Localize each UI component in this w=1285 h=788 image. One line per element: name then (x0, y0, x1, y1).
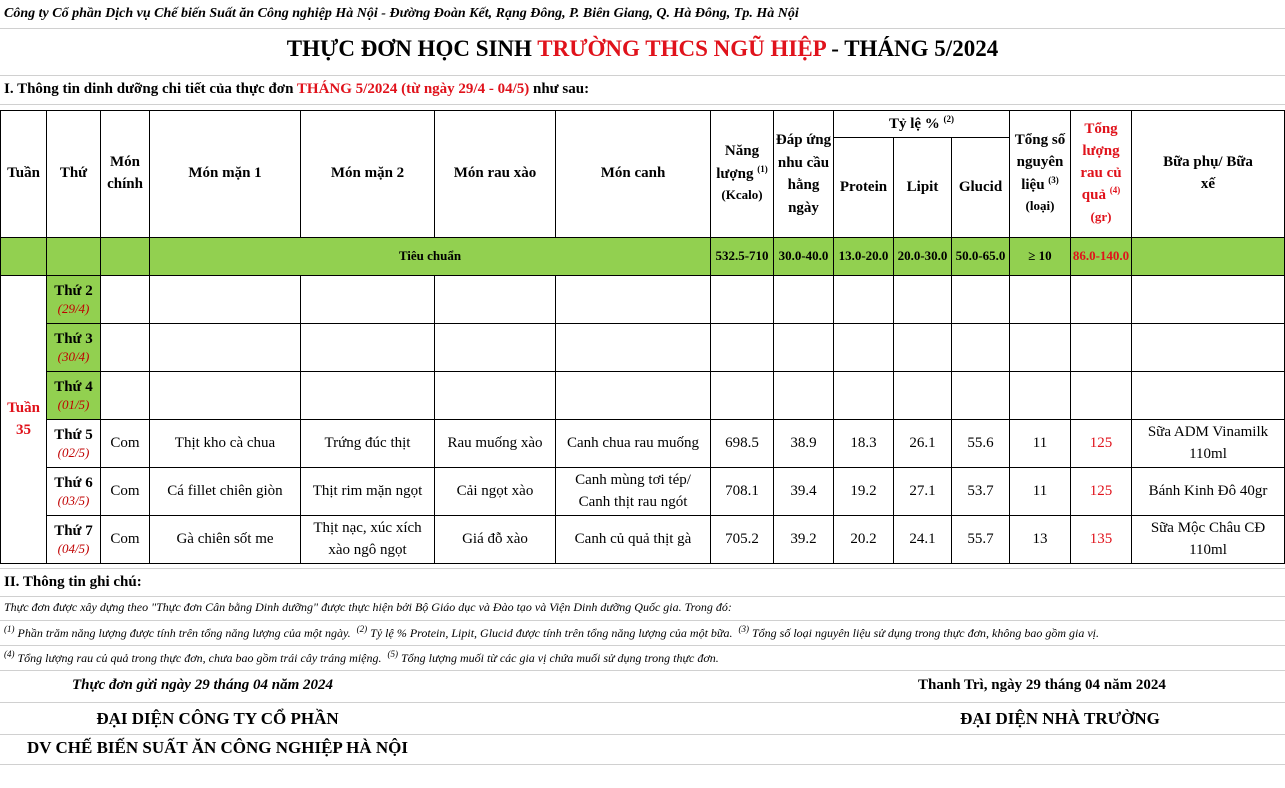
lipit-cell (894, 372, 952, 420)
company-rep-line-1: ĐẠI DIỆN CÔNG TY CỔ PHẦN (96, 709, 339, 728)
table-row (1, 516, 1285, 564)
mon-chinh-cell: Com (101, 468, 150, 516)
day-date: (04/5) (57, 541, 90, 557)
table-row (1, 324, 1285, 372)
nang-luong-cell: 698.5 (711, 420, 774, 468)
footnote-mark: (2) (356, 624, 368, 634)
standard-cell (1132, 238, 1285, 276)
mon-man-1-cell: Gà chiên sốt me (150, 516, 301, 564)
canh-cell: Canh mùng tơi tép/ Canh thịt rau ngót (556, 468, 711, 516)
mon-chinh-cell (101, 276, 150, 324)
company-rep-line-2: DV CHẾ BIẾN SUẤT ĂN CÔNG NGHIỆP HÀ NỘI (27, 738, 408, 757)
day-name: Thứ 4 (54, 379, 93, 396)
sheet-gridline (0, 670, 1285, 671)
day-name: Thứ 6 (54, 475, 93, 492)
mon-man-1-cell (150, 276, 301, 324)
nguyen-lieu-cell: 11 (1010, 468, 1071, 516)
lipit-cell: 24.1 (894, 516, 952, 564)
rau-xao-cell: Rau muống xào (435, 420, 556, 468)
footnote-mark: (4) (4, 649, 15, 659)
standard-nguyen-lieu: ≥ 10 (1010, 238, 1071, 276)
nguyen-lieu-cell (1010, 372, 1071, 420)
canh-cell: Canh chua rau muống (556, 420, 711, 468)
dap-ung-cell: 39.2 (774, 516, 834, 564)
standard-label: Tiêu chuẩn (150, 238, 711, 276)
sheet-gridline (0, 645, 1285, 646)
mon-man-2-cell (301, 324, 435, 372)
nguyen-lieu-cell: 11 (1010, 420, 1071, 468)
note-line-2 (4, 649, 719, 666)
glucid-cell: 55.7 (952, 516, 1010, 564)
header-ty-le-label: Tỷ lệ % (888, 115, 940, 132)
standard-row (1, 238, 1285, 276)
menu-table (0, 110, 1285, 564)
sheet-gridline (0, 28, 1285, 29)
note-5: Tổng lượng muối từ các gia vị chứa muối sử dụng trong thực đơn. (397, 651, 719, 665)
standard-cell (101, 238, 150, 276)
protein-cell (834, 324, 894, 372)
header-mon-chinh: Món chính (101, 111, 150, 238)
nang-luong-cell: 705.2 (711, 516, 774, 564)
header-glucid: Glucid (952, 138, 1010, 238)
mon-chinh-cell (101, 372, 150, 420)
header-thu: Thứ (47, 111, 101, 238)
protein-cell (834, 276, 894, 324)
note-line-1 (4, 624, 1099, 641)
bua-phu-cell: Bánh Kinh Đô 40gr (1132, 468, 1285, 516)
sheet-gridline (0, 568, 1285, 569)
sheet-gridline (0, 702, 1285, 703)
rau-xao-cell (435, 372, 556, 420)
nang-luong-cell (711, 324, 774, 372)
mon-chinh-cell: Com (101, 516, 150, 564)
note-intro: Thực đơn được xây dựng theo "Thực đơn Cân bằng Dinh dưỡng" được thực hiện bởi Bộ Giáo dục và Đào tạo và Viện Dinh dưỡng Quốc gia. Trong đó: (4, 600, 732, 614)
header-mon-man-1: Món mặn 1 (150, 111, 301, 238)
page-title (0, 36, 1285, 62)
header-tong-nguyen-lieu-label: Tổng số nguyên liệu (1014, 132, 1066, 193)
nang-luong-cell (711, 372, 774, 420)
bua-phu-cell (1132, 324, 1285, 372)
footnote-mark: (2) (943, 113, 955, 124)
canh-cell (556, 324, 711, 372)
title-part: - THÁNG 5/2024 (825, 36, 999, 61)
mon-man-2-cell: Thịt nạc, xúc xích xào ngô ngọt (301, 516, 435, 564)
footnote-mark: (1) (757, 163, 768, 174)
place-date: Thanh Trì, ngày 29 tháng 04 năm 2024 (918, 677, 1166, 693)
mon-chinh-cell (101, 324, 150, 372)
header-dap-ung: Đáp ứng nhu cầu hằng ngày (774, 111, 834, 238)
header-ty-le (834, 111, 1010, 138)
table-row (1, 468, 1285, 516)
mon-man-1-cell: Cá fillet chiên giòn (150, 468, 301, 516)
rau-cell: 135 (1071, 516, 1132, 564)
footnote-mark: (1) (4, 624, 15, 634)
header-row (1, 111, 1285, 138)
header-bua-phu: Bữa phụ/ Bữa xế (1132, 111, 1285, 238)
rau-cell (1071, 324, 1132, 372)
canh-cell (556, 372, 711, 420)
header-lipit: Lipit (894, 138, 952, 238)
protein-cell: 20.2 (834, 516, 894, 564)
day-cell (47, 276, 101, 324)
standard-lipit: 20.0-30.0 (894, 238, 952, 276)
dap-ung-cell (774, 372, 834, 420)
mon-chinh-cell: Com (101, 420, 150, 468)
sheet-gridline (0, 104, 1285, 105)
nang-luong-cell (711, 276, 774, 324)
day-cell (47, 516, 101, 564)
mon-man-1-cell (150, 324, 301, 372)
standard-glucid: 50.0-65.0 (952, 238, 1010, 276)
rau-cell (1071, 372, 1132, 420)
rau-xao-cell (435, 324, 556, 372)
section-2-heading: II. Thông tin ghi chú: (4, 574, 142, 590)
rau-xao-cell: Cải ngọt xào (435, 468, 556, 516)
section-1-period: THÁNG 5/2024 (từ ngày 29/4 - 04/5) (296, 81, 530, 97)
header-tong-nguyen-lieu-unit: (loại) (1025, 198, 1055, 214)
day-date: (01/5) (57, 397, 90, 413)
canh-cell: Canh củ quả thịt gà (556, 516, 711, 564)
rau-cell (1071, 276, 1132, 324)
bua-phu-cell: Sữa ADM Vinamilk 110ml (1132, 420, 1285, 468)
sheet-gridline (0, 596, 1285, 597)
day-name: Thứ 3 (54, 331, 93, 348)
mon-man-2-cell: Thịt rim mặn ngọt (301, 468, 435, 516)
header-nang-luong-unit: (Kcalo) (721, 187, 763, 203)
title-part: THỰC ĐƠN HỌC SINH (286, 36, 538, 61)
section-1-heading (4, 81, 589, 98)
header-nang-luong-label: Năng lượng (716, 142, 760, 182)
sent-date: Thực đơn gửi ngày 29 tháng 04 năm 2024 (72, 677, 334, 693)
day-cell (47, 324, 101, 372)
bua-phu-cell (1132, 372, 1285, 420)
rau-cell: 125 (1071, 468, 1132, 516)
section-1-text: I. Thông tin dinh dưỡng chi tiết của thực đơn (4, 81, 297, 97)
header-tong-rau-unit: (gr) (1090, 209, 1112, 225)
mon-man-2-cell (301, 276, 435, 324)
header-mon-rau-xao: Món rau xào (435, 111, 556, 238)
mon-man-1-cell: Thịt kho cà chua (150, 420, 301, 468)
header-mon-canh: Món canh (556, 111, 711, 238)
canh-cell (556, 276, 711, 324)
rau-xao-cell (435, 276, 556, 324)
day-cell (47, 468, 101, 516)
sheet-gridline (0, 764, 1285, 765)
nguyen-lieu-cell (1010, 324, 1071, 372)
nguyen-lieu-cell: 13 (1010, 516, 1071, 564)
day-cell (47, 372, 101, 420)
header-mon-man-2: Món mặn 2 (301, 111, 435, 238)
school-name: TRƯỜNG THCS NGŨ HIỆP (537, 36, 826, 61)
lipit-cell: 27.1 (894, 468, 952, 516)
day-name: Thứ 5 (54, 427, 93, 444)
table-row (1, 276, 1285, 324)
bua-phu-cell: Sữa Mộc Châu CĐ 110ml (1132, 516, 1285, 564)
dap-ung-cell: 39.4 (774, 468, 834, 516)
standard-nang-luong: 532.5-710 (711, 238, 774, 276)
glucid-cell: 53.7 (952, 468, 1010, 516)
mon-man-2-cell: Trứng đúc thịt (301, 420, 435, 468)
note-1: Phần trăm năng lượng được tính trên tổng năng lượng của một ngày. (14, 626, 351, 640)
footnote-mark: (4) (1109, 185, 1121, 196)
nang-luong-cell: 708.1 (711, 468, 774, 516)
sheet-gridline (0, 734, 1285, 735)
dap-ung-cell (774, 276, 834, 324)
day-date: (30/4) (57, 349, 90, 365)
footnote-mark: (3) (1048, 174, 1059, 185)
sheet-gridline (0, 620, 1285, 621)
protein-cell: 18.3 (834, 420, 894, 468)
section-1-text: như sau: (529, 81, 590, 97)
company-header: Công ty Cổ phần Dịch vụ Chế biến Suất ăn Công nghiệp Hà Nội - Đường Đoàn Kết, Rạng Đông, P. Biên Giang, Q. Hà Đông, Tp. Hà Nội (4, 6, 799, 21)
day-name: Thứ 7 (54, 523, 93, 540)
dap-ung-cell (774, 324, 834, 372)
note-4: Tổng lượng rau củ quả trong thực đơn, chưa bao gồm trái cây tráng miệng. (14, 651, 382, 665)
day-name: Thứ 2 (54, 283, 93, 300)
standard-dap-ung: 30.0-40.0 (774, 238, 834, 276)
day-cell (47, 420, 101, 468)
glucid-cell (952, 324, 1010, 372)
lipit-cell (894, 276, 952, 324)
sheet-gridline (0, 75, 1285, 76)
table-row (1, 420, 1285, 468)
glucid-cell: 55.6 (952, 420, 1010, 468)
bua-phu-cell (1132, 276, 1285, 324)
footnote-mark: (5) (387, 649, 398, 659)
rau-xao-cell: Giá đỗ xào (435, 516, 556, 564)
note-3: Tổng số loại nguyên liệu sử dụng trong thực đơn, không bao gồm gia vị. (748, 626, 1100, 640)
standard-protein: 13.0-20.0 (834, 238, 894, 276)
day-date: (03/5) (57, 493, 90, 509)
school-rep: ĐẠI DIỆN NHÀ TRƯỜNG (960, 709, 1160, 728)
standard-cell (47, 238, 101, 276)
lipit-cell: 26.1 (894, 420, 952, 468)
header-tong-nguyen-lieu (1010, 111, 1071, 238)
rau-cell: 125 (1071, 420, 1132, 468)
header-nang-luong (711, 111, 774, 238)
header-tong-rau (1071, 111, 1132, 238)
protein-cell: 19.2 (834, 468, 894, 516)
standard-rau: 86.0-140.0 (1071, 238, 1132, 276)
standard-cell (1, 238, 47, 276)
dap-ung-cell: 38.9 (774, 420, 834, 468)
mon-man-1-cell (150, 372, 301, 420)
mon-man-2-cell (301, 372, 435, 420)
day-date: (02/5) (57, 445, 90, 461)
note-2: Tỷ lệ % Protein, Lipit, Glucid được tính trên tổng năng lượng của một bữa. (367, 626, 733, 640)
header-tong-rau-label: Tổng lượng rau củ quả (1080, 121, 1122, 204)
footnote-mark: (3) (738, 624, 749, 634)
table-row (1, 372, 1285, 420)
protein-cell (834, 372, 894, 420)
day-date: (29/4) (57, 301, 90, 317)
glucid-cell (952, 276, 1010, 324)
nguyen-lieu-cell (1010, 276, 1071, 324)
week-label: Tuần 35 (1, 276, 47, 564)
header-tuan: Tuần (1, 111, 47, 238)
glucid-cell (952, 372, 1010, 420)
header-protein: Protein (834, 138, 894, 238)
lipit-cell (894, 324, 952, 372)
